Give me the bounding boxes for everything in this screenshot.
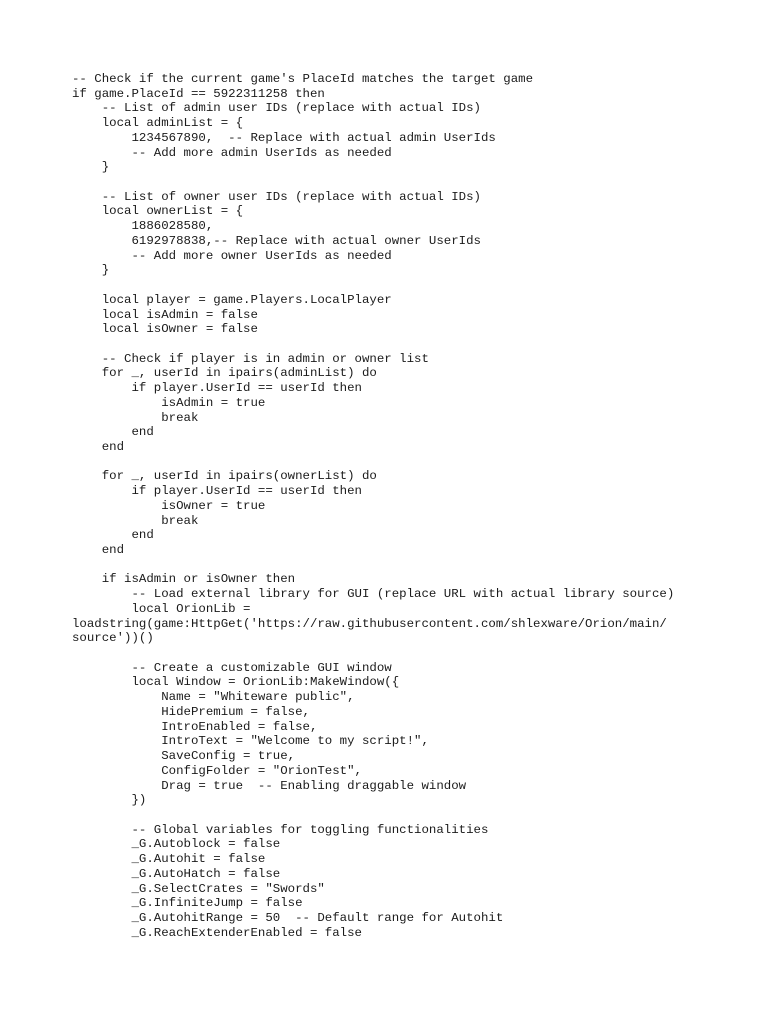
code-line: local ownerList = { — [72, 204, 244, 219]
code-line: for _, userId in ipairs(ownerList) do — [72, 469, 377, 484]
code-line: -- List of admin user IDs (replace with actual IDs) — [72, 101, 481, 116]
code-listing — [72, 72, 692, 940]
code-line: end — [72, 439, 125, 454]
code-line: _G.Autoblock = false — [72, 837, 281, 852]
code-line: } — [72, 263, 110, 278]
code-line: break — [72, 410, 199, 425]
code-line: end — [72, 425, 154, 440]
code-line — [72, 175, 692, 190]
code-line: -- Add more owner UserIds as needed — [72, 248, 392, 263]
code-line: -- Load external library for GUI (replace URL with actual library source) — [72, 587, 675, 602]
code-line: isOwner = true — [72, 498, 266, 513]
code-line: end — [72, 543, 125, 557]
code-line: local OrionLib = — [72, 601, 251, 616]
code-line — [72, 278, 692, 293]
code-line — [72, 558, 692, 573]
code-line: if player.UserId == userId then — [72, 484, 362, 499]
code-line: loadstring(game:HttpGet('https://raw.githubusercontent.com/shlexware/Orion/main/ — [72, 616, 667, 631]
code-line: SaveConfig = true, — [72, 749, 296, 764]
code-line: _G.AutoHatch = false — [72, 866, 281, 881]
code-line: _G.SelectCrates = "Swords" — [72, 881, 325, 896]
code-line: 1886028580, — [72, 219, 214, 234]
code-line: 1234567890, -- Replace with actual admin UserIds — [72, 130, 496, 145]
code-line: break — [72, 513, 199, 528]
code-line: _G.ReachExtenderEnabled = false — [72, 925, 362, 940]
code-line: }) — [72, 793, 147, 808]
code-line: -- Add more admin UserIds as needed — [72, 145, 392, 160]
code-line: local Window = OrionLib:MakeWindow({ — [72, 675, 400, 690]
code-line: -- List of owner user IDs (replace with actual IDs) — [72, 189, 481, 204]
code-line — [72, 337, 692, 352]
code-line: local player = game.Players.LocalPlayer — [72, 292, 392, 307]
code-line: end — [72, 528, 154, 543]
code-line: HidePremium = false, — [72, 704, 310, 719]
code-line: IntroEnabled = false, — [72, 719, 318, 734]
code-line: Name = "Whiteware public", — [72, 690, 355, 705]
code-line: if player.UserId == userId then — [72, 381, 362, 396]
code-line: source'))() — [72, 631, 154, 646]
code-line: _G.Autohit = false — [72, 852, 266, 867]
code-line: local adminList = { — [72, 116, 244, 131]
code-line: IntroText = "Welcome to my script!", — [72, 734, 429, 749]
code-line: -- Global variables for toggling functionalities — [72, 822, 489, 837]
code-line: local isAdmin = false — [72, 307, 258, 322]
code-line — [72, 646, 692, 661]
code-line: } — [72, 160, 110, 175]
code-line: _G.InfiniteJump = false — [72, 896, 303, 911]
code-line: -- Check if player is in admin or owner list — [72, 351, 429, 366]
code-line: if game.PlaceId == 5922311258 then — [72, 86, 325, 101]
code-line: if isAdmin or isOwner then — [72, 572, 296, 587]
code-line — [72, 808, 692, 823]
code-line: _G.AutohitRange = 50 -- Default range for Autohit — [72, 910, 504, 925]
code-line: Drag = true -- Enabling draggable window — [72, 778, 467, 793]
code-line: ConfigFolder = "OrionTest", — [72, 763, 362, 778]
code-line: -- Check if the current game's PlaceId matches the target game — [72, 72, 534, 86]
code-line: -- Create a customizable GUI window — [72, 660, 392, 675]
code-line — [72, 455, 692, 470]
code-line: for _, userId in ipairs(adminList) do — [72, 366, 377, 381]
code-line: local isOwner = false — [72, 322, 258, 337]
code-line: 6192978838,-- Replace with actual owner UserIds — [72, 233, 481, 248]
code-line: isAdmin = true — [72, 395, 266, 410]
